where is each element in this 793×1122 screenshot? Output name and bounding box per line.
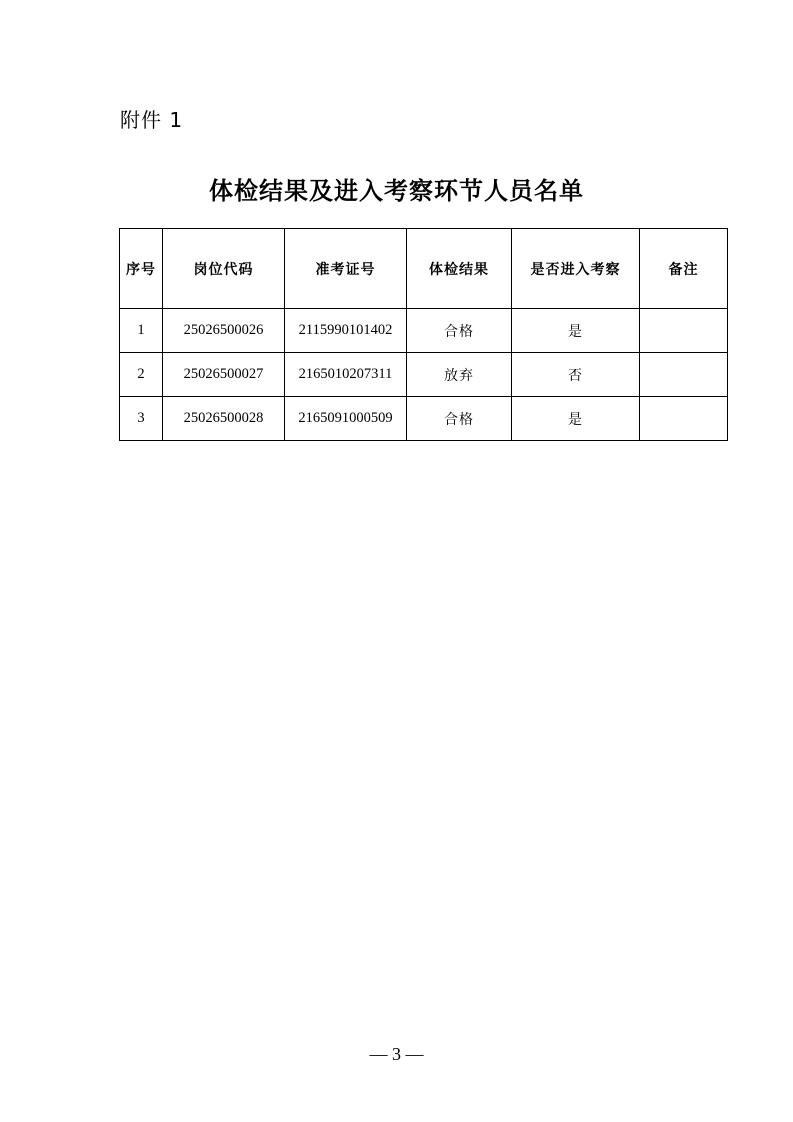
cell-remarks xyxy=(640,353,728,397)
cell-seq: 2 xyxy=(120,353,163,397)
cell-post-code: 25026500027 xyxy=(163,353,285,397)
cell-enter: 是 xyxy=(512,397,640,441)
header-remarks: 备注 xyxy=(640,229,728,309)
table-header-row xyxy=(120,229,728,309)
cell-seq: 1 xyxy=(120,309,163,353)
header-exam-id: 准考证号 xyxy=(285,229,407,309)
page-number: — 3 — xyxy=(369,1044,424,1064)
cell-exam-id: 2115990101402 xyxy=(285,309,407,353)
cell-exam-id: 2165091000509 xyxy=(285,397,407,441)
header-seq: 序号 xyxy=(120,229,163,309)
cell-remarks xyxy=(640,397,728,441)
cell-seq: 3 xyxy=(120,397,163,441)
header-enter: 是否进入考察 xyxy=(512,229,640,309)
cell-remarks xyxy=(640,309,728,353)
cell-enter: 否 xyxy=(512,353,640,397)
table-row xyxy=(120,309,728,353)
document-title: 体检结果及进入考察环节人员名单 xyxy=(209,176,584,205)
cell-post-code: 25026500026 xyxy=(163,309,285,353)
header-result: 体检结果 xyxy=(407,229,512,309)
cell-enter: 是 xyxy=(512,309,640,353)
header-post-code: 岗位代码 xyxy=(163,229,285,309)
cell-exam-id: 2165010207311 xyxy=(285,353,407,397)
results-table xyxy=(119,228,728,441)
table-row xyxy=(120,353,728,397)
cell-result: 放弃 xyxy=(407,353,512,397)
cell-result: 合格 xyxy=(407,397,512,441)
attachment-label: 附件 1 xyxy=(120,108,184,132)
cell-result: 合格 xyxy=(407,309,512,353)
table-row xyxy=(120,397,728,441)
cell-post-code: 25026500028 xyxy=(163,397,285,441)
